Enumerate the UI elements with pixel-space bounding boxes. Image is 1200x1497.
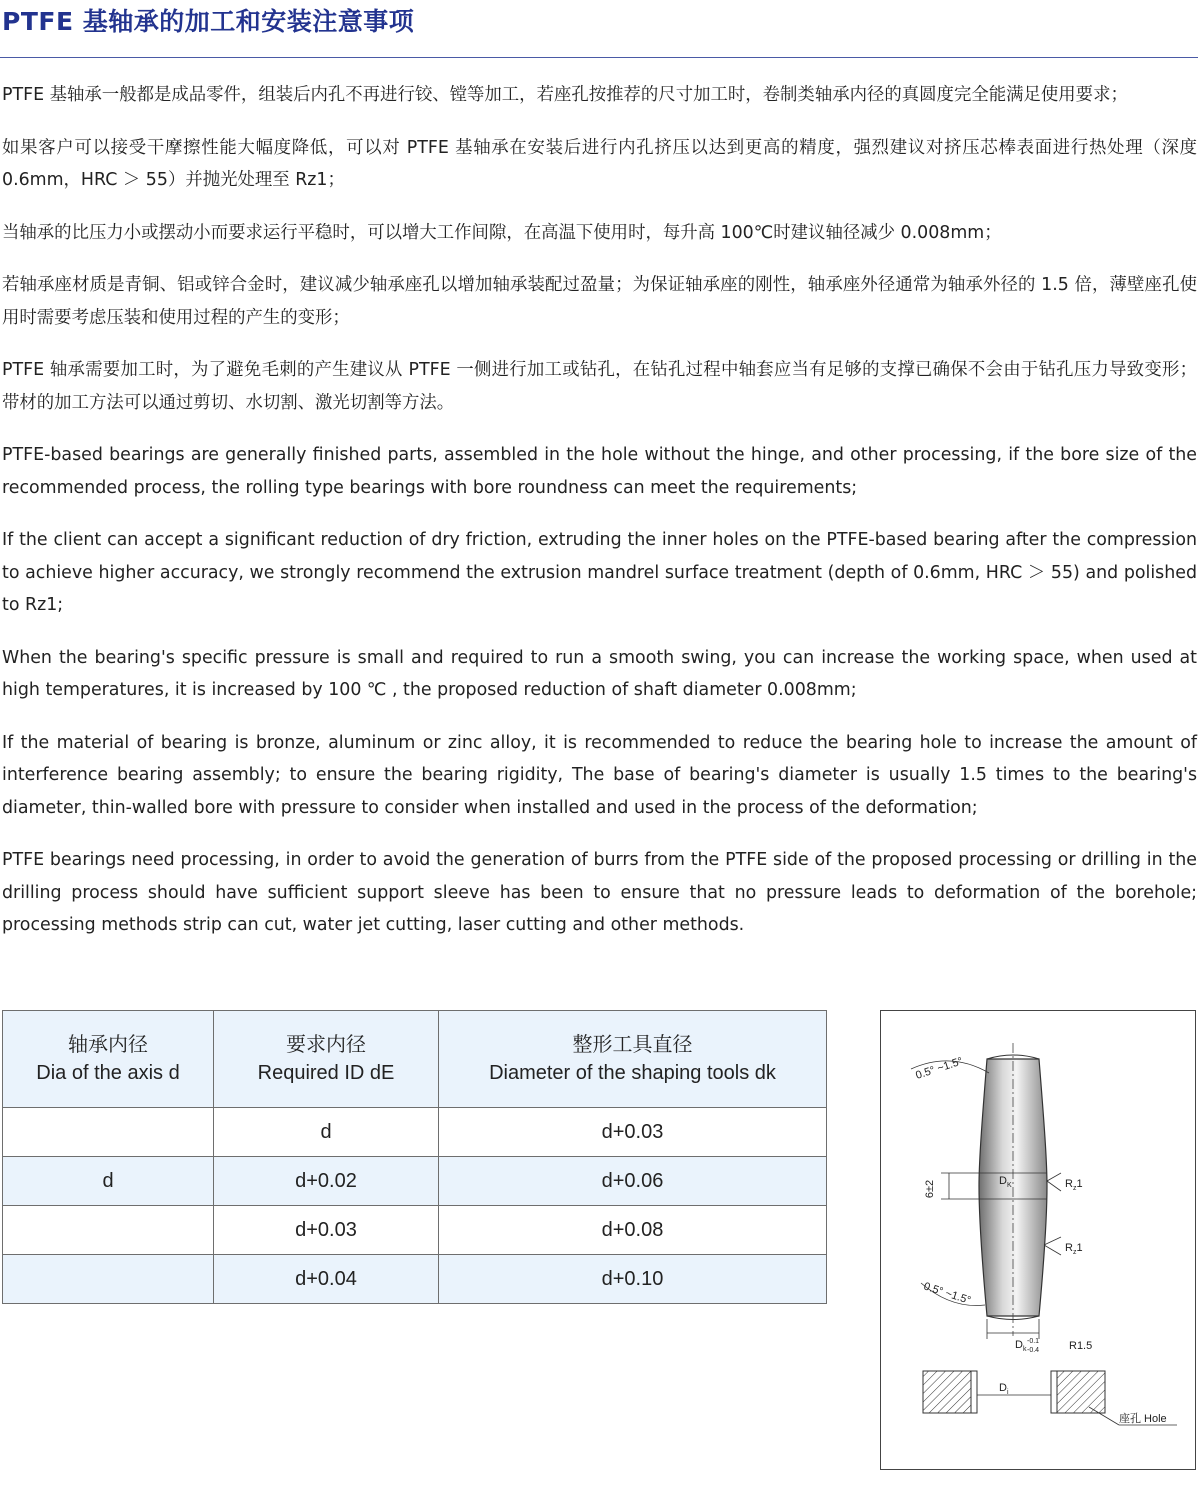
hole-label: 座孔 Hole (1119, 1413, 1167, 1425)
table-cell: d+0.10 (439, 1255, 827, 1304)
table-header-row (3, 1011, 827, 1108)
table-row (3, 1157, 827, 1206)
rz-leader-top-2 (1047, 1181, 1061, 1191)
roughness-label-bottom: $R_z1$ (1065, 1242, 1083, 1256)
dk-tolerance-upper: -0.1 (1027, 1338, 1040, 1345)
note-paragraph-cn-2: 如果客户可以接受干摩擦性能大幅度降低，可以对 PTFE 基轴承在安装后进行内孔挤压以达到更高的精度，强烈建议对挤压芯棒表面进行热处理（深度 0.6mm，HRC ＞ 55）并抛光处理至 Rz1； (2, 137, 1197, 190)
note-paragraph-cn-5: PTFE 轴承需要加工时，为了避免毛刺的产生建议从 PTFE 一侧进行加工或钻孔，在钻孔过程中轴套应当有足够的支撑已确保不会由于钻孔压力导致变形；带材的加工方法可以通过剪切、水切割、激光切割等方法。 (2, 360, 1197, 413)
header-en: Required ID dE (257, 1062, 395, 1084)
bearing-right-wall (1051, 1371, 1057, 1413)
note-paragraph-en-2: If the client can accept a significant reduction of dry friction, extruding the inner holes on the PTFE-based bearing after the compression to achieve higher accuracy, we strongly recommend the extrusion mandrel surface treatment (depth of 0.6mm, HRC ＞ 55) and polished to Rz1; (2, 530, 1197, 615)
table-cell: d+0.04 (214, 1255, 439, 1304)
di-label: $D_i$ (999, 1382, 1009, 1396)
radius-label: R1.5 (1069, 1340, 1093, 1352)
table-cell (3, 1255, 214, 1304)
rz-leader-mid-2 (1044, 1245, 1061, 1255)
table-row (3, 1206, 827, 1255)
bearing-left-wall (971, 1371, 977, 1413)
header-en: Dia of the axis d (36, 1062, 180, 1084)
header-cn: 轴承内径 (68, 1034, 148, 1056)
length-dimension-label: 6±2 (924, 1179, 936, 1199)
header-cn: 整形工具直径 (572, 1034, 693, 1056)
table-cell: d (3, 1157, 214, 1206)
table-cell: d+0.06 (439, 1157, 827, 1206)
hole-wall-right (1057, 1371, 1105, 1413)
note-paragraph-en-4: If the material of bearing is bronze, aluminum or zinc alloy, it is recommended to reduce the bearing hole to increase the amount of interference bearing assembly; to ensure the bearing rigidity, The base of bearing's diameter is usually 1.5 times to the bearing's diameter, thin-walled bore with pressure to consider when installed and used in the process of the deformation; (2, 732, 1197, 818)
table-cell: d+0.03 (439, 1108, 827, 1157)
notes-section (2, 79, 1197, 962)
shaping-tool-diagram (880, 1010, 1196, 1470)
dk-label: $D_K$ (999, 1175, 1012, 1189)
note-paragraph-en-5: PTFE bearings need processing, in order to avoid the generation of burrs from the PTFE side of the proposed processing or drilling in the drilling process should have sufficient support sleeve has been to ensure that no pressure leads to deformation of the borehole; processing methods strip can cut, water jet cutting, laser cutting and other methods. (2, 850, 1197, 935)
angle-label-top: 0.5° ~1.5° (914, 1055, 965, 1082)
roughness-label-top: $R_z1$ (1065, 1178, 1083, 1192)
hole-wall-left (923, 1371, 971, 1413)
rz-leader-top (1047, 1173, 1061, 1181)
table-cell: d+0.03 (214, 1206, 439, 1255)
note-paragraph-cn-1: PTFE 基轴承一般都是成品零件，组装后内孔不再进行铰、镗等加工，若座孔按推荐的尺寸加工时，卷制类轴承内径的真圆度完全能满足使用要求； (2, 85, 1128, 105)
diagram-svg (881, 1011, 1197, 1471)
dk-tolerance-label: $D_k$ (1015, 1339, 1027, 1353)
table-cell: d+0.02 (214, 1157, 439, 1206)
table-cell (3, 1206, 214, 1255)
header-cn: 要求内径 (286, 1034, 366, 1056)
table-row (3, 1255, 827, 1304)
table-cell: d+0.08 (439, 1206, 827, 1255)
header-shaping-tool (439, 1011, 827, 1108)
header-required-id (214, 1011, 439, 1108)
note-paragraph-en-1: PTFE-based bearings are generally finished parts, assembled in the hole without the hinge, and other processing, if the bore size of the recommended process, the rolling type bearings with bore roundness can meet the requirements; (2, 445, 1197, 498)
rz-leader-mid (1044, 1237, 1061, 1245)
dk-tolerance-lower: -0.4 (1027, 1347, 1040, 1354)
page-title: PTFE 基轴承的加工和安装注意事项 (2, 7, 415, 36)
table-cell (3, 1108, 214, 1157)
note-paragraph-en-3: When the bearing's specific pressure is small and required to run a smooth swing, you can increase the working space, when used at high temperatures, it is increased by 100 ℃ , the proposed reduction of shaft diameter 0.008mm; (2, 647, 1197, 700)
title-divider (0, 57, 1198, 58)
header-en: Diameter of the shaping tools dk (489, 1062, 776, 1084)
dimension-table (2, 1010, 827, 1304)
angle-label-bottom: 0.5° ~1.5° (922, 1280, 973, 1307)
note-paragraph-cn-4: 若轴承座材质是青铜、铝或锌合金时，建议减少轴承座孔以增加轴承装配过盈量；为保证轴承座的刚性，轴承座外径通常为轴承外径的 1.5 倍，薄壁座孔使用时需要考虑压装和使用过程的产生的变形； (2, 275, 1197, 328)
note-paragraph-cn-3: 当轴承的比压力小或摆动小而要求运行平稳时，可以增大工作间隙，在高温下使用时，每升高 100℃时建议轴径减少 0.008mm； (2, 222, 1002, 243)
table-cell: d (214, 1108, 439, 1157)
header-axis-diameter (3, 1011, 214, 1108)
table-row (3, 1108, 827, 1157)
